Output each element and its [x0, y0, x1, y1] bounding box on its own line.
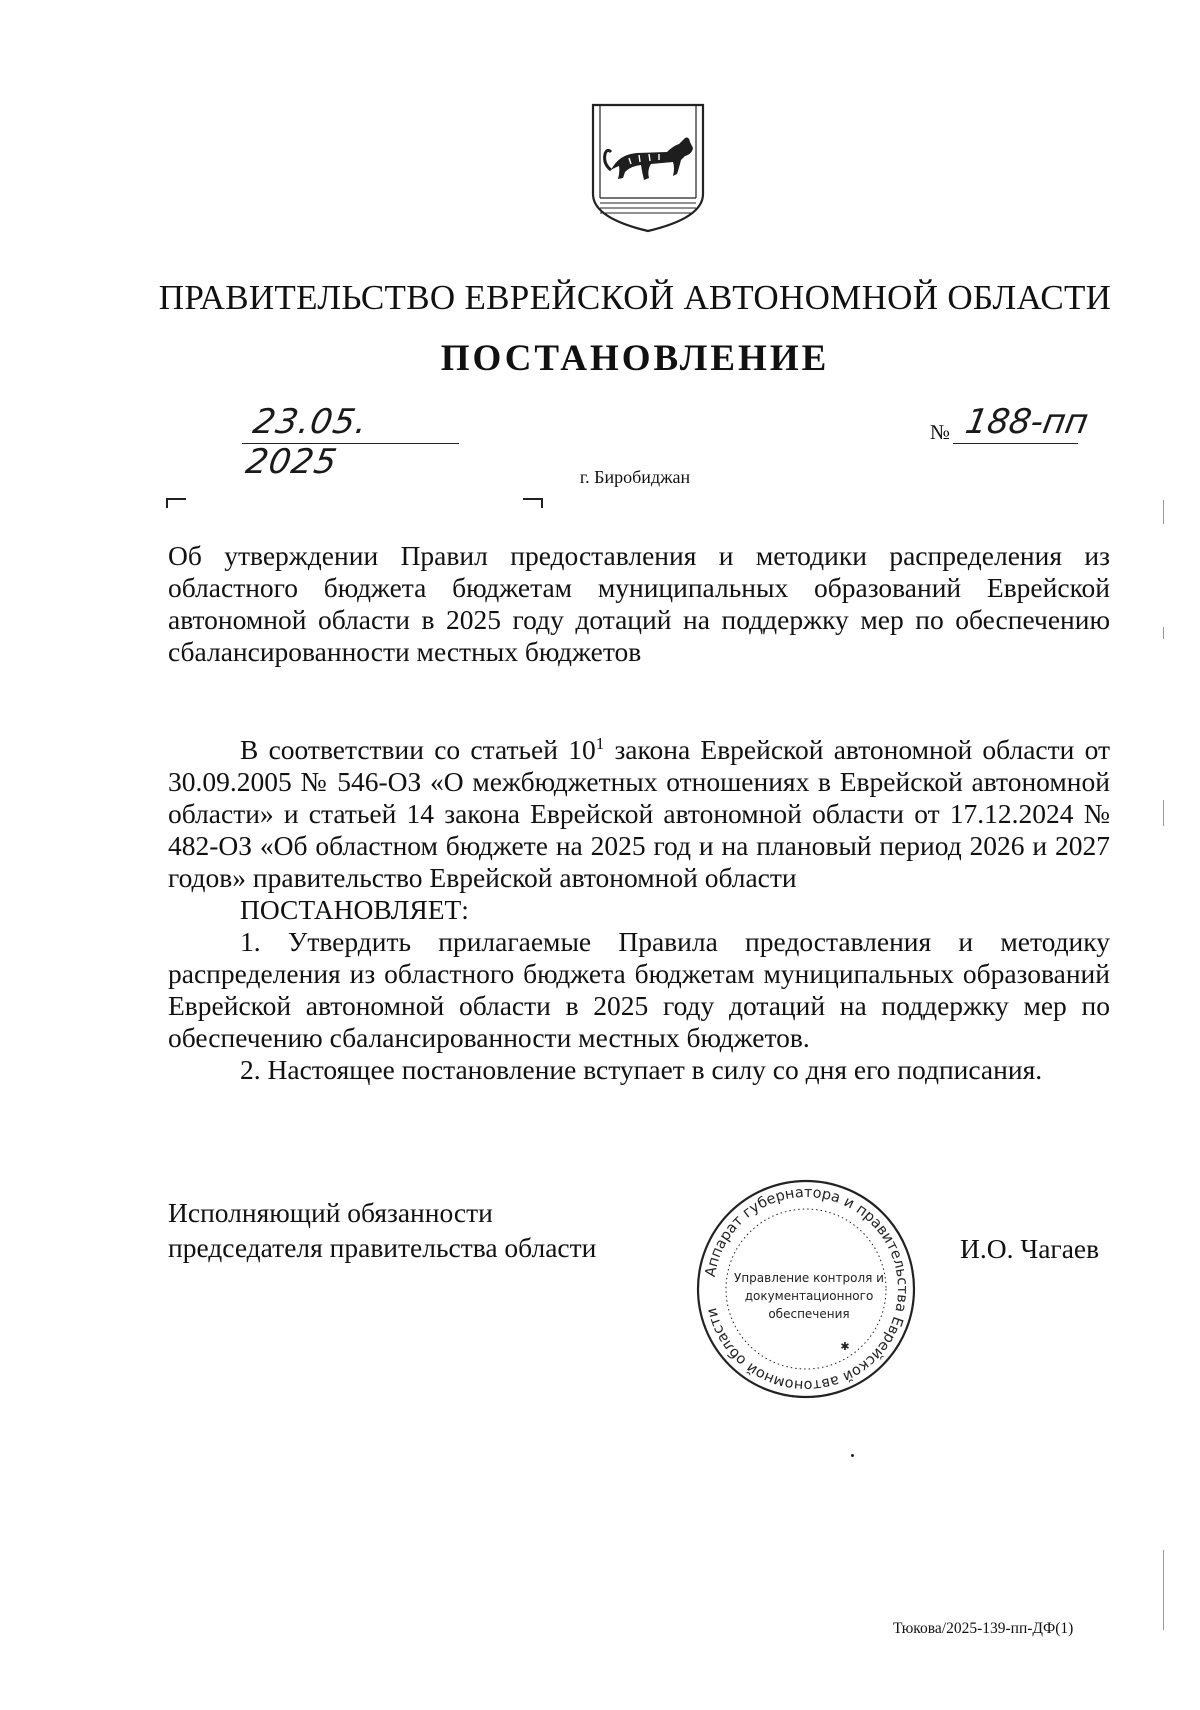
document-body: [168, 734, 1110, 1086]
document-subject: Об утверждении Правил предоставления и методики распределения из областного бюджета бюджетам муниципальных образований Еврейской автономной области в 2025 году дотаций на поддержку мер по обеспечению сбалансированности местных бюджетов: [168, 540, 1110, 667]
stamp-star-icon: ✱: [840, 1340, 850, 1353]
official-stamp: [695, 1178, 917, 1400]
city-name: г. Биробиджан: [579, 467, 691, 487]
subject-bracket-right: [523, 498, 543, 508]
government-title: ПРАВИТЕЛЬСТВО ЕВРЕЙСКОЙ АВТОНОМНОЙ ОБЛАСТИ: [158, 278, 1112, 317]
signatory-position: [168, 1195, 596, 1265]
stamp-inner-line-3: обеспечения: [768, 1307, 850, 1321]
signatory-name: И.О. Чагаев: [960, 1233, 1100, 1264]
resolves-word: ПОСТАНОВЛЯЕТ:: [240, 894, 469, 925]
article-superscript: 1: [595, 734, 605, 753]
scan-dot: [851, 1454, 854, 1457]
signatory-position-line-1: Исполняющий обязанности: [168, 1197, 493, 1228]
document-type-title: ПОСТАНОВЛЕНИЕ: [440, 338, 830, 379]
preamble-paragraph: [168, 734, 1110, 926]
preamble-text-end: закона Еврейской автономной области от 30.09.2005 № 546-ОЗ «О межбюджетных отношениях в Еврейской автономной области» и статьей 14 закона Еврейской автономной области от 17.12.2024 № 482-ОЗ «Об областном бюджете на 2025 год и на плановый период 2026 и 2027 годов» правительство Еврейской автономной области: [168, 734, 1110, 893]
number-sign: №: [930, 420, 951, 444]
signatory-position-line-2: председателя правительства области: [168, 1232, 597, 1263]
scan-edge-mark: [1163, 1550, 1164, 1630]
item-2-paragraph: 2. Настоящее постановление вступает в силу со дня его подписания.: [240, 1054, 1043, 1085]
document-date: 23.05. 2025: [242, 402, 372, 482]
item-1-paragraph: 1. Утвердить прилагаемые Правила предоставления и методику распределения из областного бюджета бюджетам муниципальных образований Еврейской автономной области в 2025 году дотаций на поддержку мер по обеспечению сбалансированности местных бюджетов.: [168, 926, 1110, 1053]
coat-of-arms-emblem: [589, 102, 707, 234]
preamble-text-start: В соответствии со статьей 10: [240, 734, 596, 765]
stamp-inner-line-1: Управление контроля и: [734, 1271, 884, 1285]
document-number: 188-пп: [962, 402, 1092, 442]
scan-edge-mark: [1163, 800, 1164, 826]
stamp-inner-line-2: документационного: [744, 1289, 874, 1303]
footer-code: Тюкова/2025-139-пп-ДФ(1): [893, 1620, 1074, 1637]
scan-edge-mark: [1163, 500, 1164, 524]
scan-edge-mark: [1163, 627, 1164, 639]
number-underline: [953, 443, 1078, 444]
subject-bracket-left: [166, 498, 186, 508]
stamp-outer-text: Аппарат губернатора и правительства Еврейской автономной области: [702, 1184, 911, 1394]
date-underline: [242, 443, 459, 444]
